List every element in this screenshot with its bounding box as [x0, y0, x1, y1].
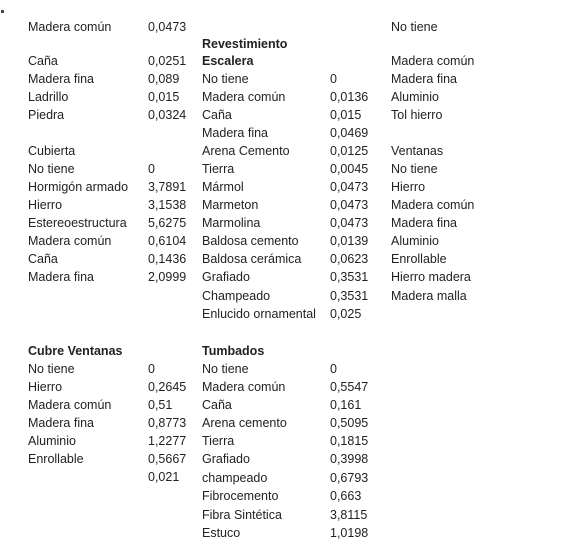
col2-value-9: 0,0139 — [330, 234, 369, 248]
col2-value-10: 0,0623 — [330, 252, 369, 266]
cube-label-1: Hierro — [28, 380, 63, 394]
col2-label-0: No tiene — [202, 72, 249, 86]
tum-label-5: Grafiado — [202, 452, 250, 466]
col1-value-9: 3,7891 — [148, 180, 187, 194]
col2-label-8: Marmolina — [202, 216, 261, 230]
col2-value-11: 0,3531 — [330, 270, 369, 284]
col3-item-0: No tiene — [391, 20, 438, 34]
tum-value-7: 0,663 — [330, 489, 362, 503]
cube-value-6: 0,021 — [148, 470, 180, 484]
col2-value-3: 0,0469 — [330, 126, 369, 140]
tum-value-9: 1,0198 — [330, 526, 369, 540]
tum-label-1: Madera común — [202, 380, 286, 394]
cube-value-5: 0,5667 — [148, 452, 187, 466]
revestimiento-title: Revestimiento — [202, 37, 288, 51]
tum-value-3: 0,5095 — [330, 416, 369, 430]
col2-value-6: 0,0473 — [330, 180, 369, 194]
cubre-ventanas-title: Cubre Ventanas — [28, 344, 123, 358]
col1-value-2: 0,0251 — [148, 54, 187, 68]
col3-item-2: Madera común — [391, 54, 475, 68]
tum-label-4: Tierra — [202, 434, 235, 448]
col3-item-12: Aluminio — [391, 234, 439, 248]
col3-item-15: Madera malla — [391, 289, 467, 303]
cube-value-3: 0,8773 — [148, 416, 187, 430]
cube-label-0: No tiene — [28, 362, 75, 376]
tum-value-0: 0 — [330, 362, 337, 376]
col3-item-10: Madera común — [391, 198, 475, 212]
col1-value-11: 5,6275 — [148, 216, 187, 230]
col1-value-8: 0 — [148, 162, 155, 176]
col1-label-14: Madera fina — [28, 270, 95, 284]
col2-value-2: 0,015 — [330, 108, 362, 122]
col1-value-5: 0,0324 — [148, 108, 187, 122]
cube-value-2: 0,51 — [148, 398, 173, 412]
tum-label-8: Fibra Sintética — [202, 508, 282, 522]
col1-label-3: Madera fina — [28, 72, 95, 86]
col1-value-4: 0,015 — [148, 90, 180, 104]
col1-value-0: 0,0473 — [148, 20, 187, 34]
col1-label-7: Cubierta — [28, 144, 76, 158]
col2-label-12: Champeado — [202, 289, 271, 303]
col2-value-12: 0,3531 — [330, 289, 369, 303]
col2-value-4: 0,0125 — [330, 144, 369, 158]
cube-value-1: 0,2645 — [148, 380, 187, 394]
col2-label-6: Mármol — [202, 180, 244, 194]
cube-value-0: 0 — [148, 362, 155, 376]
col1-value-10: 3,1538 — [148, 198, 187, 212]
tumbados-title: Tumbados — [202, 344, 265, 358]
col1-value-12: 0,6104 — [148, 234, 187, 248]
col1-label-0: Madera común — [28, 20, 112, 34]
col3-item-4: Aluminio — [391, 90, 439, 104]
col1-label-11: Estereoestructura — [28, 216, 127, 230]
cube-value-4: 1,2277 — [148, 434, 187, 448]
col3-item-9: Hierro — [391, 180, 426, 194]
col1-label-4: Ladrillo — [28, 90, 69, 104]
col1-value-13: 0,1436 — [148, 252, 187, 266]
tum-label-7: Fibrocemento — [202, 489, 279, 503]
col2-value-7: 0,0473 — [330, 198, 369, 212]
col1-value-3: 0,089 — [148, 72, 180, 86]
cube-label-3: Madera fina — [28, 416, 95, 430]
col2-label-9: Baldosa cemento — [202, 234, 299, 248]
col2-label-11: Grafiado — [202, 270, 250, 284]
col3-item-13: Enrollable — [391, 252, 447, 266]
tum-value-1: 0,5547 — [330, 380, 369, 394]
col2-label-7: Marmeton — [202, 198, 259, 212]
col3-item-7: Ventanas — [391, 144, 444, 158]
tum-value-8: 3,8115 — [330, 508, 368, 522]
tum-value-4: 0,1815 — [330, 434, 369, 448]
col3-item-11: Madera fina — [391, 216, 458, 230]
col2-value-8: 0,0473 — [330, 216, 369, 230]
tum-label-3: Arena cemento — [202, 416, 287, 430]
col2-label-2: Caña — [202, 108, 232, 122]
tum-value-5: 0,3998 — [330, 452, 369, 466]
cube-label-5: Enrollable — [28, 452, 84, 466]
col1-label-5: Piedra — [28, 108, 65, 122]
tum-label-2: Caña — [202, 398, 232, 412]
col1-label-10: Hierro — [28, 198, 63, 212]
col1-label-9: Hormigón armado — [28, 180, 129, 194]
tum-value-6: 0,6793 — [330, 471, 369, 485]
col2-value-13: 0,025 — [330, 307, 362, 321]
col3-item-5: Tol hierro — [391, 108, 443, 122]
col2-value-1: 0,0136 — [330, 90, 369, 104]
col2-label-10: Baldosa cerámica — [202, 252, 302, 266]
tum-label-6: champeado — [202, 471, 268, 485]
col3-item-8: No tiene — [391, 162, 438, 176]
escalera-title: Escalera — [202, 54, 254, 68]
col1-label-13: Caña — [28, 252, 58, 266]
cube-label-2: Madera común — [28, 398, 112, 412]
col2-label-13: Enlucido ornamental — [202, 307, 316, 321]
col2-label-5: Tierra — [202, 162, 235, 176]
cube-label-4: Aluminio — [28, 434, 76, 448]
tum-label-9: Estuco — [202, 526, 241, 540]
col2-value-0: 0 — [330, 72, 337, 86]
col2-label-4: Arena Cemento — [202, 144, 290, 158]
col1-value-14: 2,0999 — [148, 270, 187, 284]
col3-item-3: Madera fina — [391, 72, 458, 86]
tum-label-0: No tiene — [202, 362, 249, 376]
col1-label-2: Caña — [28, 54, 58, 68]
col3-item-14: Hierro madera — [391, 270, 471, 284]
bullet-mark — [1, 10, 4, 13]
col2-label-3: Madera fina — [202, 126, 269, 140]
col1-label-12: Madera común — [28, 234, 112, 248]
col2-value-5: 0,0045 — [330, 162, 369, 176]
col2-label-1: Madera común — [202, 90, 286, 104]
tum-value-2: 0,161 — [330, 398, 362, 412]
col1-label-8: No tiene — [28, 162, 75, 176]
